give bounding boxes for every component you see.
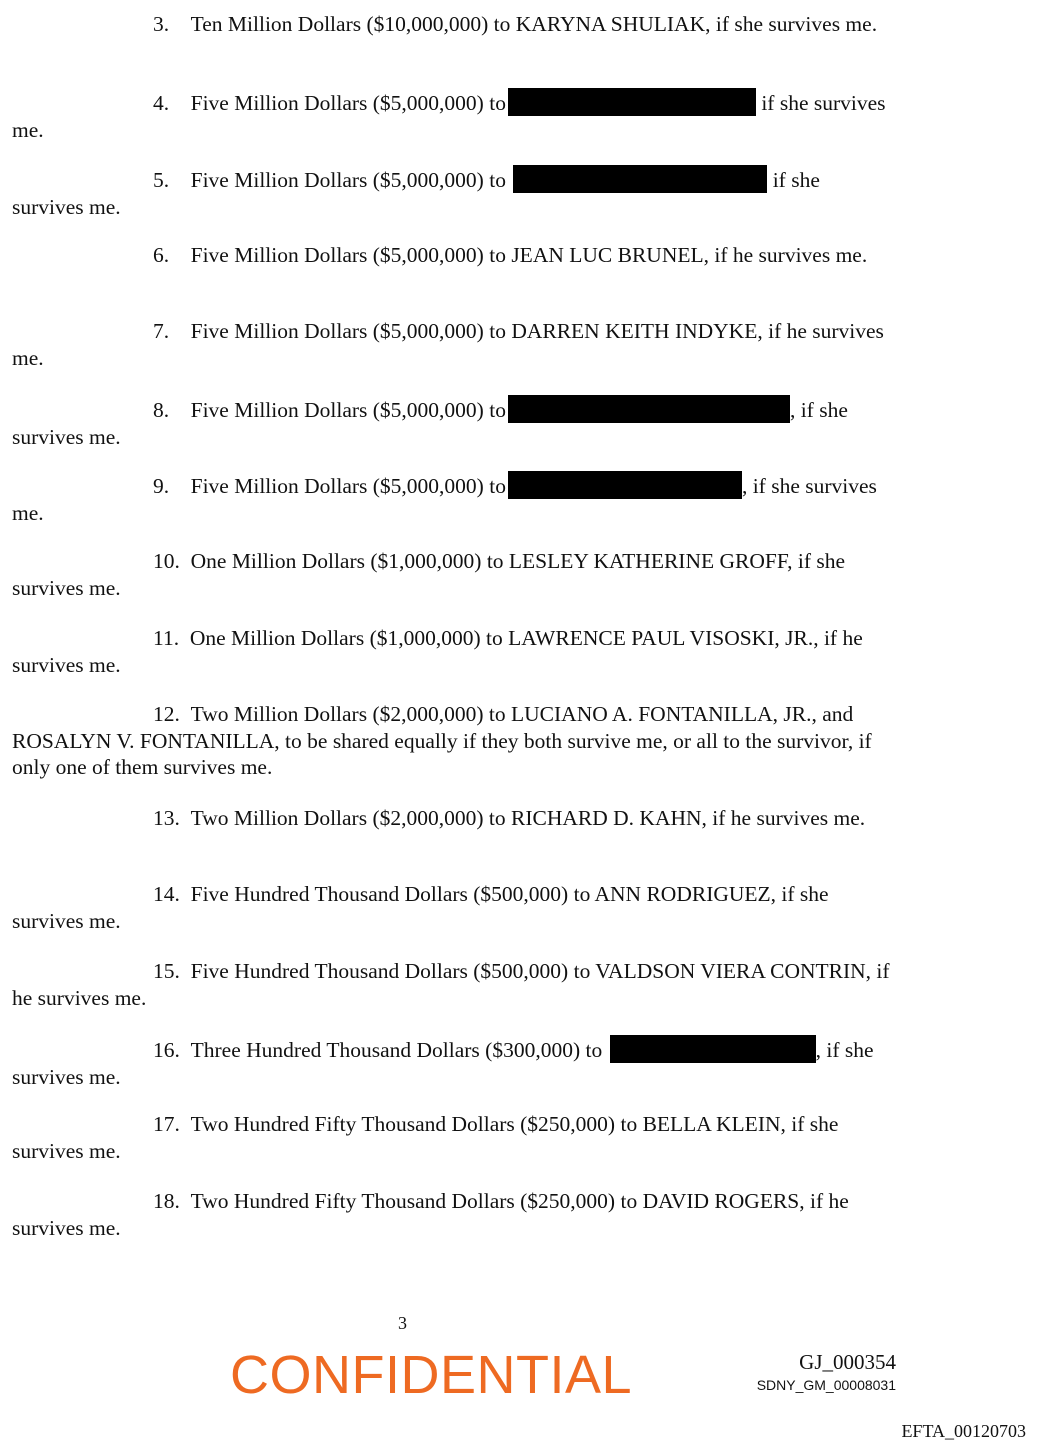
- bequest-paragraph-6: [12, 242, 892, 269]
- paragraph-text-before: Five Million Dollars ($5,000,000) to: [190, 474, 506, 498]
- bates-number-efta: EFTA_00120703: [901, 1421, 1026, 1441]
- bequest-paragraph-9: [12, 471, 892, 526]
- paragraph-text: Five Million Dollars ($5,000,000) to DARREN KEITH INDYKE, if he survives me.: [12, 319, 884, 370]
- paragraph-number: 3.: [153, 12, 170, 36]
- paragraph-text: One Million Dollars ($1,000,000) to LESLEY KATHERINE GROFF, if she survives me.: [12, 549, 846, 600]
- paragraph-text-before: Five Million Dollars ($5,000,000) to: [190, 168, 506, 192]
- bequest-paragraph-10: [12, 548, 892, 601]
- bequest-paragraph-16: [12, 1035, 892, 1090]
- paragraph-text-before: Five Million Dollars ($5,000,000) to: [190, 91, 506, 115]
- paragraph-number: 16.: [153, 1038, 180, 1062]
- redaction-box: [508, 88, 756, 116]
- paragraph-text: Five Hundred Thousand Dollars ($500,000) to VALDSON VIERA CONTRIN, if he survives me.: [12, 959, 890, 1010]
- bates-number-sdny: SDNY_GM_00008031: [756, 1377, 896, 1393]
- paragraph-text-after: if she survives me.: [12, 168, 820, 219]
- paragraph-text-after: if she survives me.: [12, 91, 886, 142]
- paragraph-text: Five Hundred Thousand Dollars ($500,000) to ANN RODRIGUEZ, if she survives me.: [12, 882, 829, 933]
- redaction-box: [610, 1035, 816, 1063]
- paragraph-number: 11.: [153, 626, 180, 650]
- bates-number-gj: GJ_000354: [799, 1350, 896, 1374]
- paragraph-number: 12.: [153, 702, 180, 726]
- paragraph-text-after: , if she survives me.: [12, 398, 848, 449]
- redaction-box: [513, 165, 767, 193]
- paragraph-number: 4.: [153, 91, 170, 115]
- bequest-paragraph-7: [12, 318, 892, 371]
- bequest-paragraph-11: [12, 625, 892, 678]
- paragraph-text: Two Million Dollars ($2,000,000) to RICHARD D. KAHN, if he survives me.: [190, 806, 866, 830]
- paragraph-text: One Million Dollars ($1,000,000) to LAWRENCE PAUL VISOSKI, JR., if he survives me.: [12, 626, 863, 677]
- paragraph-number: 7.: [153, 319, 170, 343]
- bequest-paragraph-14: [12, 881, 892, 934]
- paragraph-number: 8.: [153, 398, 170, 422]
- paragraph-number: 17.: [153, 1112, 180, 1136]
- bequest-paragraph-12: [12, 701, 892, 781]
- bequest-paragraph-8: [12, 395, 892, 450]
- paragraph-number: 9.: [153, 474, 170, 498]
- bequest-paragraph-3: [12, 11, 892, 38]
- paragraph-number: 18.: [153, 1189, 180, 1213]
- paragraph-number: 14.: [153, 882, 180, 906]
- paragraph-number: 6.: [153, 243, 170, 267]
- confidential-stamp: CONFIDENTIAL: [230, 1345, 633, 1405]
- redaction-box: [508, 471, 742, 499]
- bequest-paragraph-17: [12, 1111, 892, 1164]
- paragraph-text: Two Million Dollars ($2,000,000) to LUCIANO A. FONTANILLA, JR., and ROSALYN V. FONTANILLA, to be shared equally if they both survive me, or all to the survivor, if only one of them survives me.: [12, 702, 872, 779]
- bequest-paragraph-4: [12, 88, 892, 143]
- page-number: 3: [398, 1313, 407, 1333]
- paragraph-text-after: , if she survives me.: [12, 1038, 874, 1089]
- paragraph-number: 15.: [153, 959, 180, 983]
- paragraph-text-after: , if she survives me.: [12, 474, 877, 525]
- paragraph-number: 13.: [153, 806, 180, 830]
- paragraph-text: Ten Million Dollars ($10,000,000) to KARYNA SHULIAK, if she survives me.: [190, 12, 878, 36]
- paragraph-text-before: Three Hundred Thousand Dollars ($300,000) to: [190, 1038, 603, 1062]
- paragraph-text: Two Hundred Fifty Thousand Dollars ($250,000) to BELLA KLEIN, if she survives me.: [12, 1112, 839, 1163]
- paragraph-text: Two Hundred Fifty Thousand Dollars ($250,000) to DAVID ROGERS, if he survives me.: [12, 1189, 849, 1240]
- redaction-box: [508, 395, 790, 423]
- bequest-paragraph-5: [12, 165, 892, 220]
- paragraph-text: Five Million Dollars ($5,000,000) to JEAN LUC BRUNEL, if he survives me.: [190, 243, 868, 267]
- bequest-paragraph-13: [12, 805, 892, 832]
- paragraph-text-before: Five Million Dollars ($5,000,000) to: [190, 398, 506, 422]
- paragraph-number: 5.: [153, 168, 170, 192]
- bequest-paragraph-15: [12, 958, 892, 1011]
- paragraph-number: 10.: [153, 549, 180, 573]
- bequest-paragraph-18: [12, 1188, 892, 1241]
